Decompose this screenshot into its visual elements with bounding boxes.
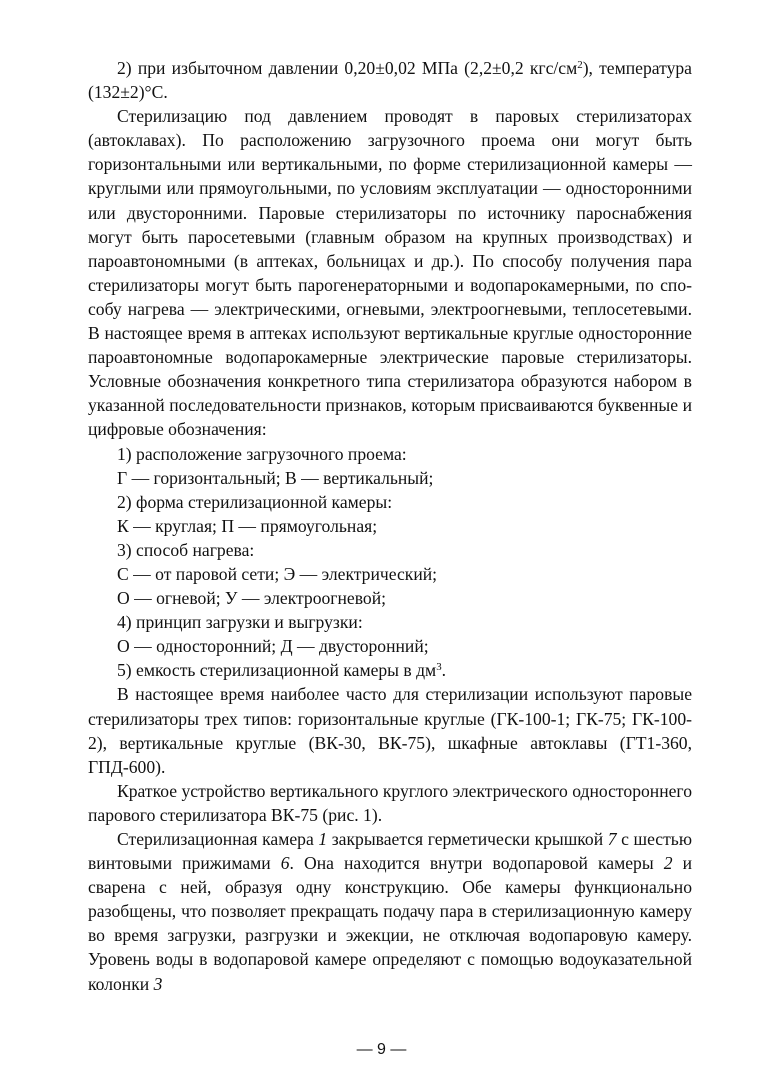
footer-dash-left: —: [356, 1041, 373, 1058]
chamber-text: . Она находится внутри водопаровой камеры: [289, 853, 664, 874]
list-item: Г — горизонтальный; В — вертикальный;: [117, 467, 434, 488]
paragraph-pressure: [88, 56, 692, 104]
figure-ref: 6: [280, 853, 290, 874]
list-item: 1) расположение загрузочного проема:: [117, 443, 407, 464]
document-page: [88, 56, 692, 996]
list-item: С — от паровой сети; Э — электрический;: [117, 563, 438, 584]
chamber-text: закрывается герметически крышкой: [327, 829, 608, 849]
list-item: О — огневой; У — электроогневой;: [117, 588, 387, 609]
list-item: К — круглая; П — прямоугольная;: [117, 515, 378, 536]
capacity-text-tail: .: [441, 660, 447, 681]
chamber-text: с шестью винтовыми прижимами: [88, 829, 692, 874]
page-number: 9: [377, 1041, 386, 1058]
chamber-text: Стерилизационная камера: [117, 829, 319, 849]
capacity-unit-exponent: 3: [436, 661, 442, 674]
capacity-text: 5) емкость стерилизационной камеры в дм: [117, 660, 437, 681]
paragraph-chamber-description: [88, 827, 692, 996]
list-item: 2) форма стерилизационной камеры:: [117, 491, 393, 512]
list-item-capacity: [117, 658, 692, 682]
page-footer: [0, 1041, 763, 1059]
figure-ref: 2: [663, 853, 673, 874]
list-item: 3) способ нагрева:: [117, 539, 255, 560]
paragraph-vk75-intro: Краткое устройство вертикального круглого электрического одностороннего парового стерилизатора ВК-75 (рис. 1).: [88, 780, 692, 825]
pressure-text: 2) при избыточном давлении 0,20±0,02 МПа (2,2±0,2 кгс/см: [117, 58, 578, 78]
list-item: 4) принцип загрузки и выгрузки:: [117, 612, 363, 633]
chamber-text: и сварена с ней, образуя одну конструкцию. Обе камеры функционально разобщены, что позволяет прекращать подачу пара в стерилизационную камеру во время загрузки, разгрузки и эжекции, не отключая водопаровую камеру. Уровень воды в водопаровой камере определяют с помощью водоуказательной колонки: [88, 853, 692, 994]
figure-ref: 3: [153, 973, 163, 994]
pressure-text-tail: ), температура (132±2)°С.: [88, 58, 692, 103]
figure-ref: 7: [607, 829, 617, 849]
figure-ref: 1: [318, 829, 328, 849]
pressure-unit-exponent: 2: [577, 59, 583, 71]
designation-list: [88, 442, 692, 683]
list-item: О — односторонний; Д — двусторонний;: [117, 636, 429, 657]
paragraph-common-types: В настоящее время наиболее часто для стерилизации используют паровые стерилизаторы трех типов: горизонтальные круглые (ГК-100-1; ГК-75; ГК-100-2), вертикальные круглые (ВК-30, ВК-75), шкафные автоклавы (ГТ1-360, ГПД-600).: [88, 684, 692, 777]
footer-dash-right: —: [390, 1041, 407, 1058]
paragraph-sterilizer-types: Стерилизацию под давлением проводят в паровых стерилизаторах (автоклавах). По расположению загрузочного проема они могут быть горизонтальными или вертикальными, по форме стерилизационной камеры — круглыми или прямоугольными, по условиям эксплуатации — односторонними или двусторонними. Паровые стерилизаторы по источнику пароснабжения могут быть паросетевыми (главным образом на крупных производствах) и пароавтономными (в аптеках, больницах и др.). По способу получения пара стерилизаторы могут быть парогенераторными и водопарокамерными, по способу нагрева — электрическими, огневыми, электроогневыми, теплосетевыми. В настоящее время в аптеках используют вертикальные круглые односторонние пароавтономные водопарокамерные электрические паровые стерилизаторы. Условные обозначения конкретного типа стерилизатора образуются набором в указанной последовательности признаков, которым присваиваются буквенные и цифровые обозначения:: [88, 106, 692, 440]
